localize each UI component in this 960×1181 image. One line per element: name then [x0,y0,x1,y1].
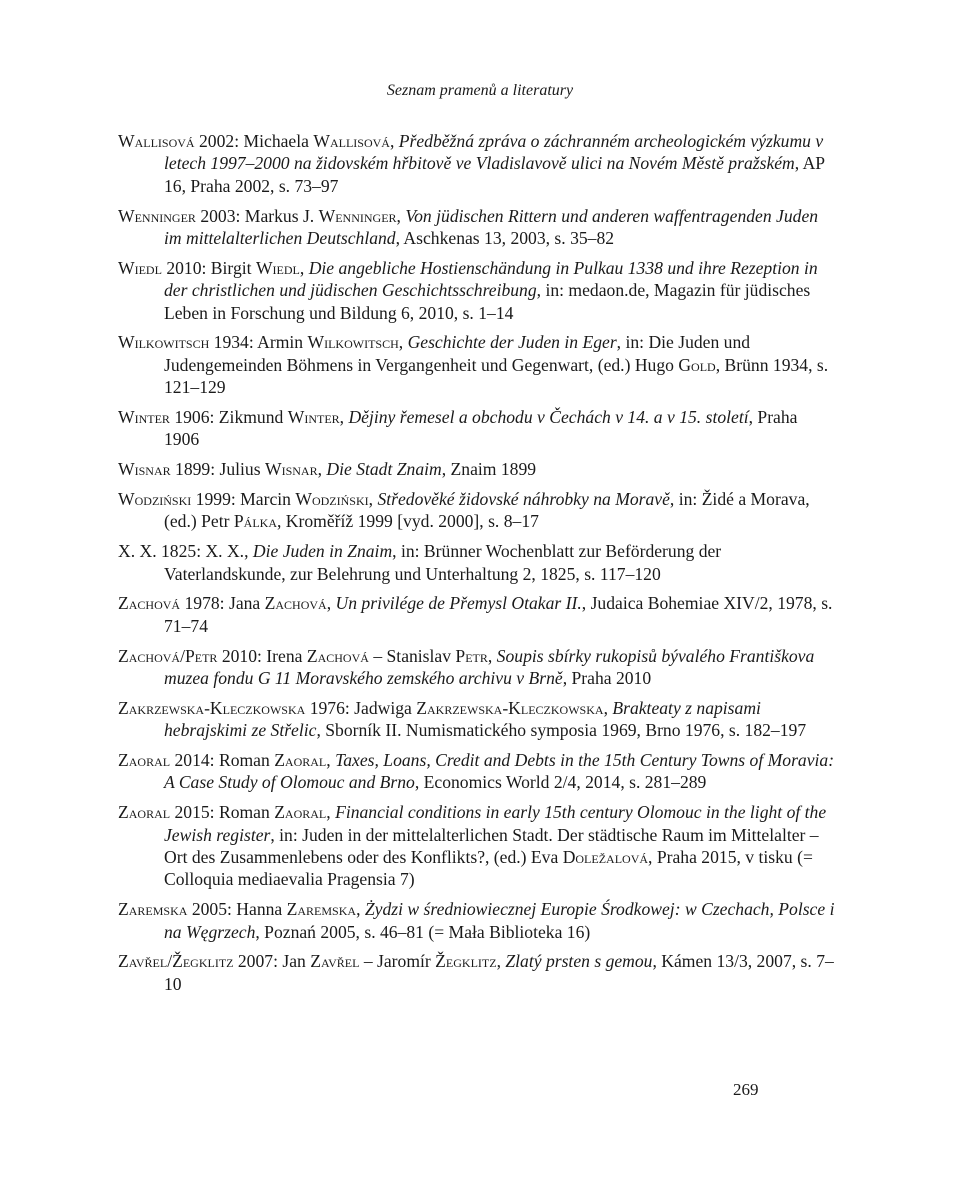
bibliography-entry [118,898,836,943]
entry-author: Wenninger [318,205,397,226]
entry-key: Zachová [118,593,181,614]
entry-text: , in: medaon.de, Magazin für jüdisches Leben in Forschung und Bildung 6, 2010, s. 1–14 [164,280,811,323]
entry-text: , Judaica Bohemiae XIV/2, 1978, s. 71–74 [164,593,833,636]
bibliography-entry [118,406,836,451]
bibliography-entry [118,697,836,742]
entry-text: 1978: Jana [180,593,265,614]
bibliography-entry [118,488,836,533]
entry-title: Předběžná zpráva o záchranném archeologickém výzkumu v letech 1997–2000 na židovském hřbitově ve Vladislavově ulici na Novém Městě pražském [164,131,824,174]
entry-title: Die Stadt Znaim [326,459,442,480]
bibliography-entry [118,205,836,250]
entry-text: , [396,205,406,226]
entry-text: 2002: Michaela [194,131,314,151]
entry-key: Wodziński [118,489,192,510]
running-head: Seznam pramenů a literatury [386,82,574,99]
entry-text: , Brünn 1934, s. 121–129 [164,354,829,398]
entry-text: , [398,332,408,353]
entry-text: – Stanislav [368,645,456,666]
entry-author: Wilkowitsch [307,332,399,353]
bibliography-entry [118,749,836,794]
entry-text: , Praha 2010 [562,668,652,689]
entry-text: – Jaromír [359,951,436,972]
bibliography-list [118,130,836,1003]
entry-text: , Praha 2015, v tisku (= Colloquia mediaevalia Pragensia 7) [164,847,813,890]
entry-title: Dějiny řemesel a obchodu v Čechách v 14. a v 15. století [348,407,749,428]
entry-text: , Aschkenas 13, 2003, s. 35–82 [395,228,615,249]
entry-key: Wallisová [118,131,195,151]
entry-title: Un privilége de Přemysl Otakar II. [335,593,582,614]
bibliography-entry [118,592,836,637]
entry-author: Žegklitz [435,951,497,972]
entry-key: Zaoral [118,802,171,823]
entry-author: Zaoral [274,802,327,823]
entry-title: Die Juden in Znaim [252,541,393,562]
entry-title: Brakteaty z napisami hebrajskimi ze Střelic [164,697,761,741]
bibliography-entry [118,950,836,995]
entry-text: , in: Juden in der mittelalterlichen Stadt. Der städtische Raum im Mittelalter – Ort des Zusammenlebens oder des Konflikts?, (ed.) Eva [164,824,819,868]
entry-editor: Doležalová [562,847,649,868]
bibliography-entry [118,130,836,197]
entry-text: , [603,697,613,718]
entry-text: 1899: Julius [170,459,265,480]
entry-editor: Pálka [233,511,277,532]
entry-author: Winter [287,407,340,428]
page-number: 269 [733,1080,759,1099]
entry-key: Wilkowitsch [118,332,210,353]
entry-text: , Economics World 2/4, 2014, s. 281–289 [414,772,707,793]
entry-text: , in: Brünner Wochenblatt zur Beförderung der Vaterlandskunde, zur Belehrung und Unterhaltung 2, 1825, s. 117–120 [164,541,722,584]
entry-author: Zachová [306,645,369,666]
entry-text: 1906: Zikmund [169,407,288,428]
bibliography-entry [118,257,836,324]
entry-key: Zavřel/Žegklitz [118,951,234,972]
entry-author: Wiedl [255,257,300,278]
entry-text: , [326,802,336,823]
entry-text: , [496,951,506,972]
entry-title: Von jüdischen Rittern und anderen waffentragenden Juden im mittelalterlichen Deutschland [164,205,819,249]
entry-key: Zachová/Petr [118,645,218,666]
entry-author: Zachová [264,593,327,614]
entry-text: , Sborník II. Numismatického symposia 1969, Brno 1976, s. 182–197 [316,720,807,741]
entry-text: 2007: Jan [233,951,311,972]
entry-text: , [299,257,309,278]
entry-text: 2014: Roman [170,750,275,771]
entry-author: Zaoral [274,750,327,771]
entry-author: Wisnar [264,459,318,480]
entry-text: 1934: Armin [209,332,308,353]
entry-author: Zaremska [286,899,357,920]
bibliography-entry [118,645,836,690]
entry-key: Wiedl [118,257,162,278]
entry-title: Středověké židovské náhrobky na Moravě [377,489,670,510]
entry-author: Zavřel [310,951,360,972]
entry-text: , Poznań 2005, s. 46–81 (= Mała Biblioteka 16) [255,921,591,942]
entry-text: , in: Židé a Morava, (ed.) Petr [164,489,810,532]
entry-key: Wisnar [118,459,171,480]
entry-text: , [326,750,336,771]
entry-author: Wallisová [313,131,390,151]
entry-text: , Znaim 1899 [441,459,537,480]
bibliography-entry [118,331,836,398]
entry-key: Wenninger [118,205,196,226]
entry-text: 2010: Irena [217,645,307,666]
entry-text: X. X. 1825: X. X., [118,541,253,562]
entry-text: , [356,899,365,920]
entry-text: 2010: Birgit [161,257,256,278]
entry-text: , in: Die Juden und Judengemeinden Böhmens in Vergangenheit und Gegenwart, (ed.) Hugo [164,332,751,375]
entry-text: , Kroměříž 1999 [vyd. 2000], s. 8–17 [277,511,539,532]
bibliography-entry [118,458,836,480]
entry-title: Die angebliche Hostienschändung in Pulkau 1338 und ihre Rezeption in der christlichen und jüdischen Geschichtsschreibung [164,257,818,301]
entry-title: Financial conditions in early 15th century Olomouc in the light of the Jewish register [164,802,827,845]
entry-title: Taxes, Loans, Credit and Debts in the 15th Century Towns of Moravia: A Case Study of Olomouc and Brno [164,750,835,793]
entry-author: Zakrzewska-Kleczkowska [416,697,604,718]
entry-title: Geschichte der Juden in Eger [407,332,617,353]
entry-text: , Kámen 13/3, 2007, s. 7–10 [164,951,834,994]
entry-text: , [326,593,336,614]
entry-author: Petr [455,645,488,666]
entry-key: Zakrzewska-Kleczkowska [118,697,306,718]
entry-text: , AP 16, Praha 2002, s. 73–97 [164,153,825,196]
entry-key: Zaremska [118,899,188,920]
entry-text: , [389,131,399,151]
entry-key: Winter [118,407,170,428]
bibliography-entry [118,540,836,585]
entry-text: , Praha 1906 [164,407,798,450]
entry-text: 1976: Jadwiga [305,697,417,718]
bibliography-entry [118,801,836,891]
entry-text: , [368,489,378,510]
entry-title: Soupis sbírky rukopisů bývalého Františkova muzea fondu G 11 Moravského zemského archivu v Brně [164,645,815,689]
entry-text: , [339,407,349,428]
entry-author: Wodziński [295,489,369,510]
entry-editor: Gold [678,354,716,375]
entry-title: Zlatý prsten s gemou [505,951,653,972]
entry-text: , [487,645,497,666]
entry-key: Zaoral [118,750,171,771]
entry-text: 1999: Marcin [191,489,296,510]
entry-text: , [317,459,327,480]
entry-text: 2005: Hanna [187,899,287,920]
entry-text: 2003: Markus J. [195,205,319,226]
entry-text: 2015: Roman [170,802,275,823]
entry-title: Żydzi w średniowiecznej Europie Środkowej: w Czechach, Polsce i na Węgrzech [164,899,835,942]
